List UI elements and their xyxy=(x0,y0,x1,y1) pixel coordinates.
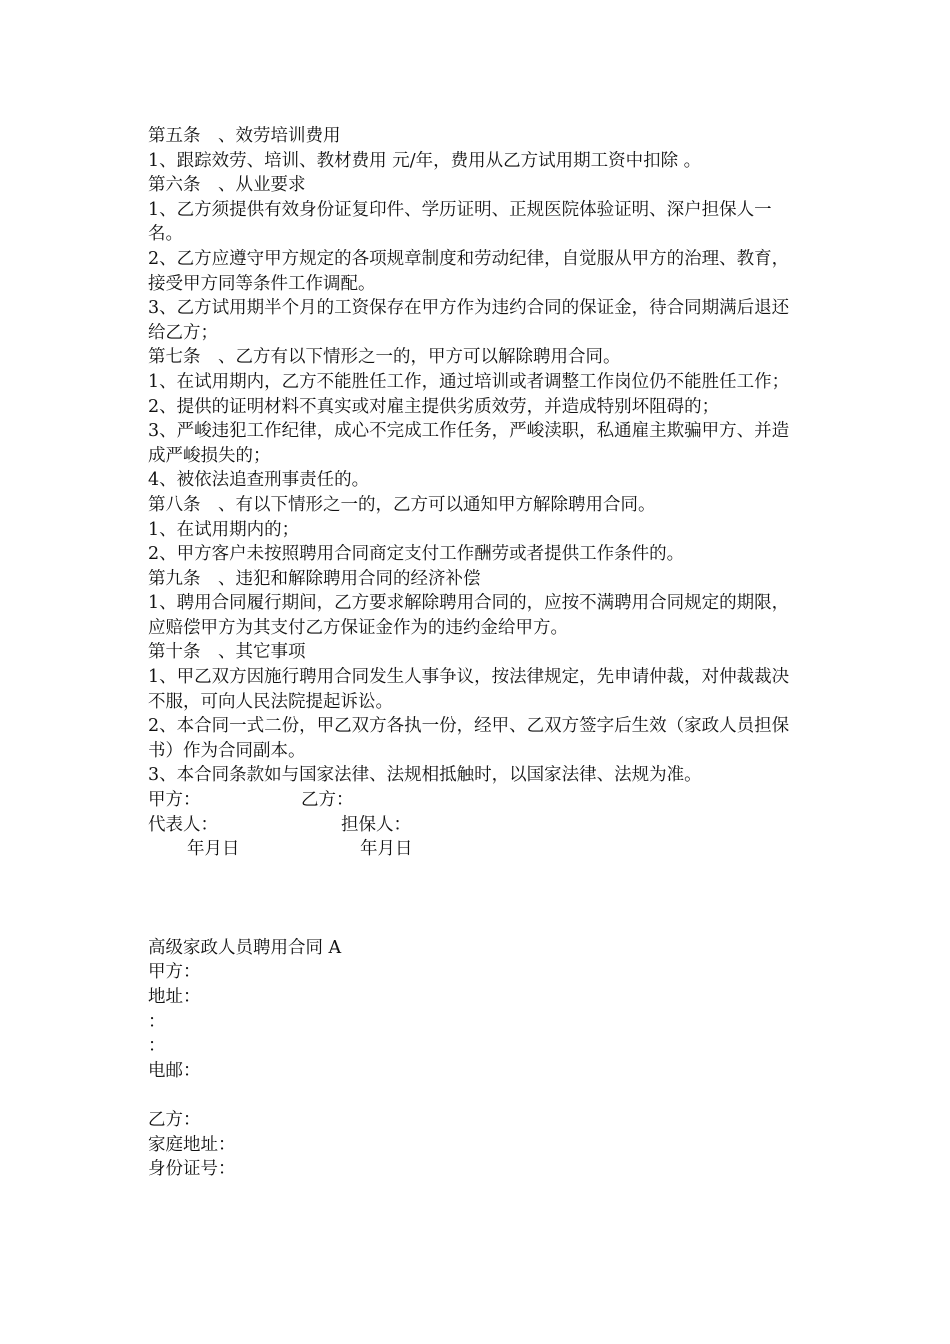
section-six-item-1: 1、乙方须提供有效身份证复印件、学历证明、正规医院体验证明、深户担保人一名。 xyxy=(148,199,772,245)
signature-representative: 代表人： xyxy=(148,814,218,835)
second-contract-email: 电邮： xyxy=(148,1060,201,1081)
section-five-heading: 第五条 、效劳培训费用 xyxy=(148,126,341,146)
section-nine-heading: 第九条 、违犯和解除聘用合同的经济补偿 xyxy=(148,568,481,589)
second-contract-party-b: 乙方： xyxy=(148,1109,201,1130)
section-seven-heading: 第七条 、乙方有以下情形之一的，甲方可以解除聘用合同。 xyxy=(148,347,621,368)
section-six-item-3: 3、乙方试用期半个月的工资保存在甲方作为违约合同的保证金，待合同期满后退还给乙方； xyxy=(148,298,790,343)
signature-party-a: 甲方： xyxy=(148,790,201,811)
document-page xyxy=(148,124,798,1182)
signature-row-parties xyxy=(148,788,798,813)
section-seven-item-4: 4、被依法追查刑事责任的。 xyxy=(148,470,370,491)
second-contract-blank-field-1: ： xyxy=(148,1011,166,1032)
second-contract-title: 高级家政人员聘用合同 A xyxy=(148,937,342,958)
section-six-heading: 第六条 、从业要求 xyxy=(148,175,306,196)
second-contract-party-a: 甲方： xyxy=(148,962,201,983)
signature-date-b: 年月日 xyxy=(360,839,413,860)
second-contract-blank-field-2: ： xyxy=(148,1036,166,1057)
section-ten-item-2: 2、本合同一式二份，甲乙双方各执一份，经甲、乙双方签字后生效（家政人员担保书）作为合同副本。 xyxy=(148,716,790,761)
section-ten-heading: 第十条 、其它事项 xyxy=(148,642,306,663)
section-spacer-small xyxy=(148,1083,798,1108)
section-seven-item-1: 1、在试用期内，乙方不能胜任工作，通过培训或者调整工作岗位仍不能胜任工作； xyxy=(148,371,790,392)
signature-date-a: 年月日 xyxy=(187,839,240,860)
second-contract-id-number: 身份证号： xyxy=(148,1159,236,1180)
section-five-item-1: 1、跟踪效劳、培训、教材费用 元/年，费用从乙方试用期工资中扣除 。 xyxy=(148,150,702,171)
signature-row-dates xyxy=(148,837,798,862)
second-contract-home-address: 家庭地址： xyxy=(148,1134,236,1155)
section-nine-item-1: 1、聘用合同履行期间，乙方要求解除聘用合同的，应按不满聘用合同规定的期限，应赔偿甲方为其支付乙方保证金作为的违约金给甲方。 xyxy=(148,593,790,638)
section-ten-item-1: 1、甲乙双方因施行聘用合同发生人事争议，按法律规定，先申请仲裁，对仲裁裁决不服，可向人民法院提起诉讼。 xyxy=(148,667,790,712)
section-eight-item-2: 2、甲方客户未按照聘用合同商定支付工作酬劳或者提供工作条件的。 xyxy=(148,544,685,565)
section-seven-item-2: 2、提供的证明材料不真实或对雇主提供劣质效劳，并造成特别坏阻碍的； xyxy=(148,396,720,417)
section-six-item-2: 2、乙方应遵守甲方规定的各项规章制度和劳动纪律，自觉服从甲方的治理、教育，接受甲方同等条件工作调配。 xyxy=(148,248,790,294)
section-eight-heading: 第八条 、有以下情形之一的，乙方可以通知甲方解除聘用合同。 xyxy=(148,494,656,515)
section-ten-item-3: 3、本合同条款如与国家法律、法规相抵触时，以国家法律、法规为准。 xyxy=(148,765,702,786)
signature-guarantor: 担保人： xyxy=(341,814,411,835)
section-eight-item-1: 1、在试用期内的； xyxy=(148,519,300,540)
section-spacer xyxy=(148,862,798,936)
section-seven-item-3: 3、严峻违犯工作纪律，成心不完成工作任务，严峻渎职，私通雇主欺骗甲方、并造成严峻损失的； xyxy=(148,421,790,466)
signature-party-b: 乙方： xyxy=(301,790,354,811)
signature-row-persons xyxy=(148,813,798,838)
second-contract-address: 地址： xyxy=(148,987,201,1007)
